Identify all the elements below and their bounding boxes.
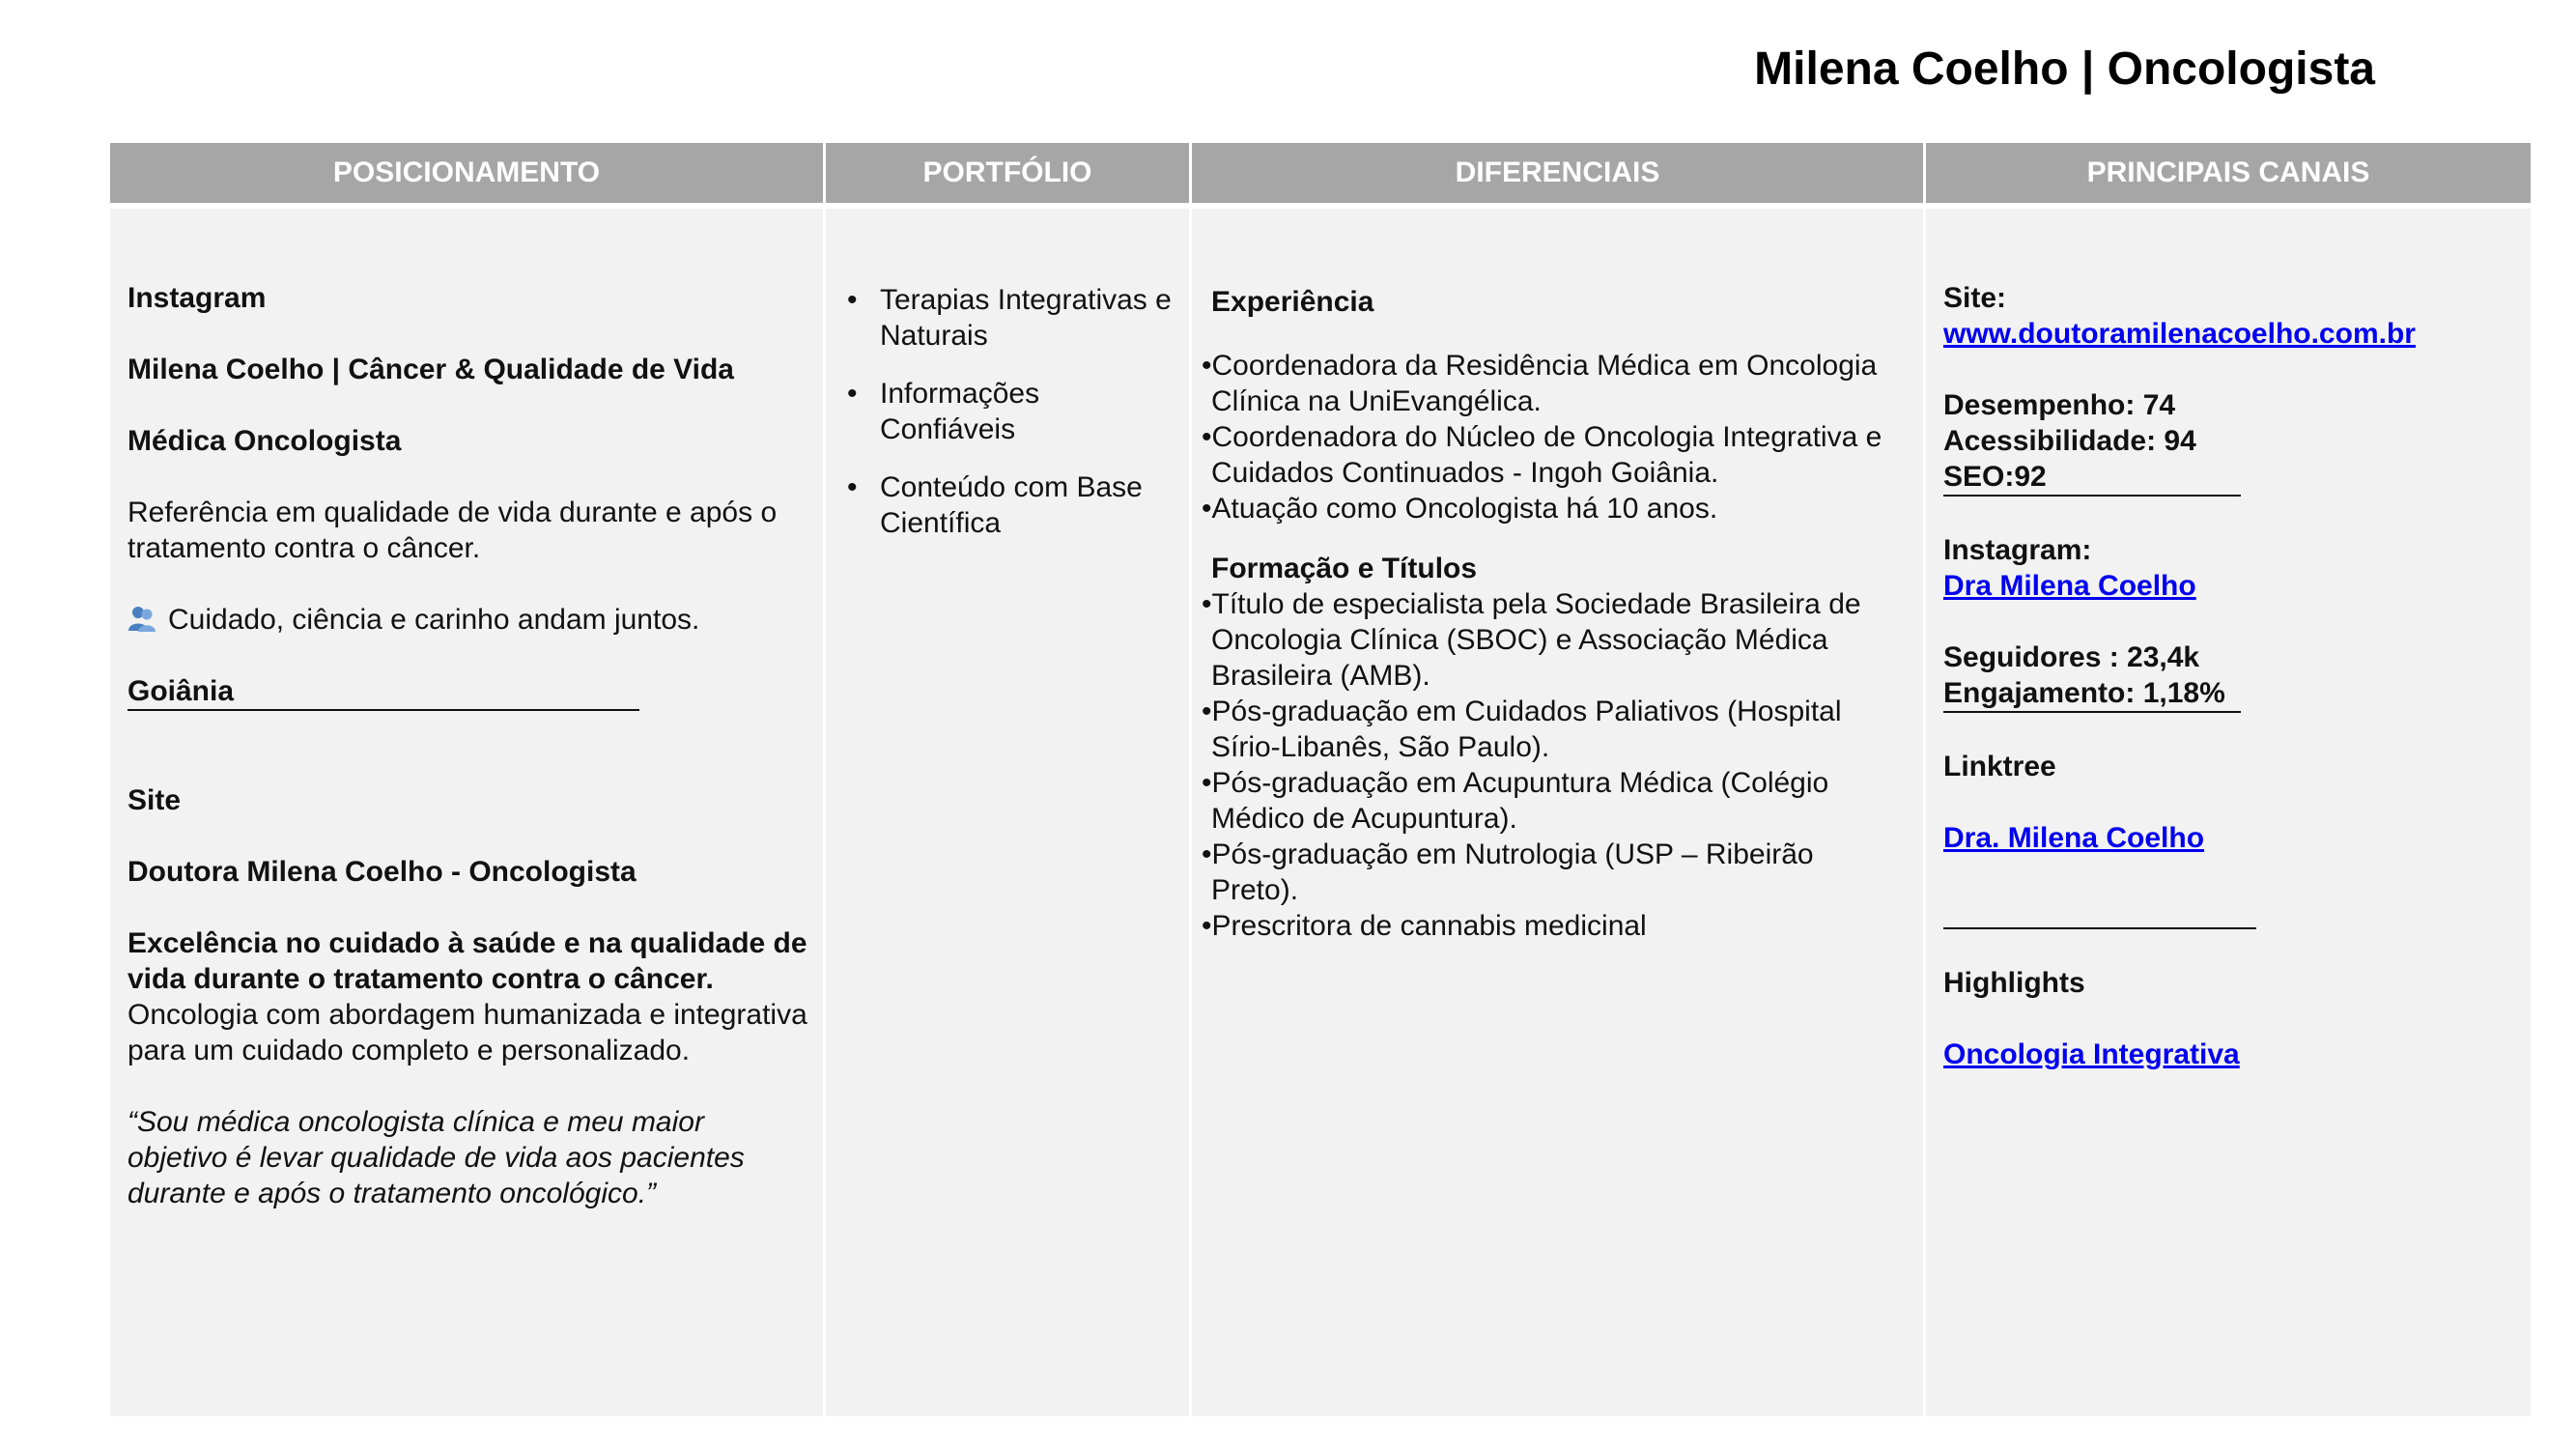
column-posicionamento: [110, 143, 823, 1209]
bullet: •: [847, 471, 858, 503]
linktree-label: Linktree: [1943, 751, 2056, 782]
column-canais: [1926, 143, 2531, 1070]
diferenciais-cell: [1192, 209, 1923, 1416]
list-item: • Conteúdo com Base Científica: [847, 471, 1143, 539]
list-item: •Coordenadora da Residência Médica em Oncologia Clínica na UniEvangélica.: [1202, 350, 1878, 417]
list-item: •Coordenadora do Núcleo de Oncologia Integrativa e Cuidados Continuados - Ingoh Goiânia.: [1202, 421, 1882, 489]
seo: SEO:92: [1943, 461, 2047, 493]
list-item: • Terapias Integrativas e Naturais: [847, 284, 1172, 352]
formacao-title: Formação e Títulos: [1211, 553, 1478, 584]
acessibilidade: Acessibilidade: 94: [1943, 425, 2196, 457]
desempenho: Desempenho: 74: [1943, 389, 2176, 421]
profile-description: Referência em qualidade de vida durante e após o tratamento contra o câncer.: [127, 497, 778, 564]
linktree-link[interactable]: Dra. Milena Coelho: [1943, 822, 2205, 854]
header-portfolio: PORTFÓLIO: [826, 143, 1189, 203]
site-name: Doutora Milena Coelho - Oncologista: [127, 856, 637, 888]
city: Goiânia: [127, 675, 235, 707]
list-item: • Informações Confiáveis: [847, 378, 1040, 445]
site-description: Oncologia com abordagem humanizada e integrativa para um cuidado completo e personalizado.: [127, 999, 807, 1066]
instagram-label: Instagram: [127, 282, 267, 314]
instagram-link[interactable]: Dra Milena Coelho: [1943, 570, 2196, 602]
posicionamento-cell: [110, 209, 823, 1416]
engajamento: Engajamento: 1,18%: [1943, 677, 2225, 709]
portfolio-list: [847, 282, 1179, 541]
quote: “Sou médica oncologista clínica e meu maior objetivo é levar qualidade de vida aos pacientes durante e após o tratamento oncológico.”: [127, 1106, 745, 1209]
header-diferenciais: DIFERENCIAIS: [1192, 143, 1923, 203]
tagline-row: [127, 602, 807, 638]
list-item: •Pós-graduação em Cuidados Paliativos (Hospital Sírio-Libanês, São Paulo).: [1202, 696, 1842, 763]
column-diferenciais: [1192, 143, 1923, 942]
people-hugging-icon: [127, 604, 156, 633]
list-item: •Prescritora de cannabis medicinal: [1202, 910, 1647, 942]
highlights-label: Highlights: [1943, 967, 2085, 999]
list-item: •Pós-graduação em Acupuntura Médica (Colégio Médico de Acupuntura).: [1202, 767, 1829, 835]
site-headline: Excelência no cuidado à saúde e na qualidade de vida durante o tratamento contra o câncer.: [127, 927, 807, 995]
site-link[interactable]: www.doutoramilenacoelho.com.br: [1943, 318, 2416, 350]
experiencia-title: Experiência: [1211, 286, 1374, 318]
profile-role: Médica Oncologista: [127, 425, 402, 457]
header-canais: PRINCIPAIS CANAIS: [1926, 143, 2531, 203]
page-title: Milena Coelho | Oncologista: [1754, 43, 2375, 95]
portfolio-cell: [826, 209, 1189, 1416]
bullet: •: [847, 284, 858, 316]
seguidores: Seguidores : 23,4k: [1943, 641, 2200, 673]
formacao-list: [1202, 586, 1908, 944]
list-item: •Pós-graduação em Nutrologia (USP – Ribeirão Preto).: [1202, 838, 1814, 906]
highlights-link[interactable]: Oncologia Integrativa: [1943, 1038, 2240, 1070]
bullet: •: [847, 378, 858, 410]
column-portfolio: [826, 143, 1189, 539]
experiencia-list: [1202, 348, 1908, 526]
site-label: Site:: [1943, 282, 2007, 314]
instagram-label: Instagram:: [1943, 534, 2092, 566]
tagline: Cuidado, ciência e carinho andam juntos.: [168, 604, 700, 636]
site-label: Site: [127, 784, 182, 816]
header-posicionamento: POSICIONAMENTO: [110, 143, 823, 203]
profile-name: Milena Coelho | Câncer & Qualidade de Vida: [127, 354, 734, 385]
list-item: •Título de especialista pela Sociedade Brasileira de Oncologia Clínica (SBOC) e Associação Médica Brasileira (AMB).: [1202, 588, 1861, 692]
list-item: •Atuação como Oncologista há 10 anos.: [1202, 493, 1718, 525]
canais-cell: [1926, 209, 2531, 1416]
